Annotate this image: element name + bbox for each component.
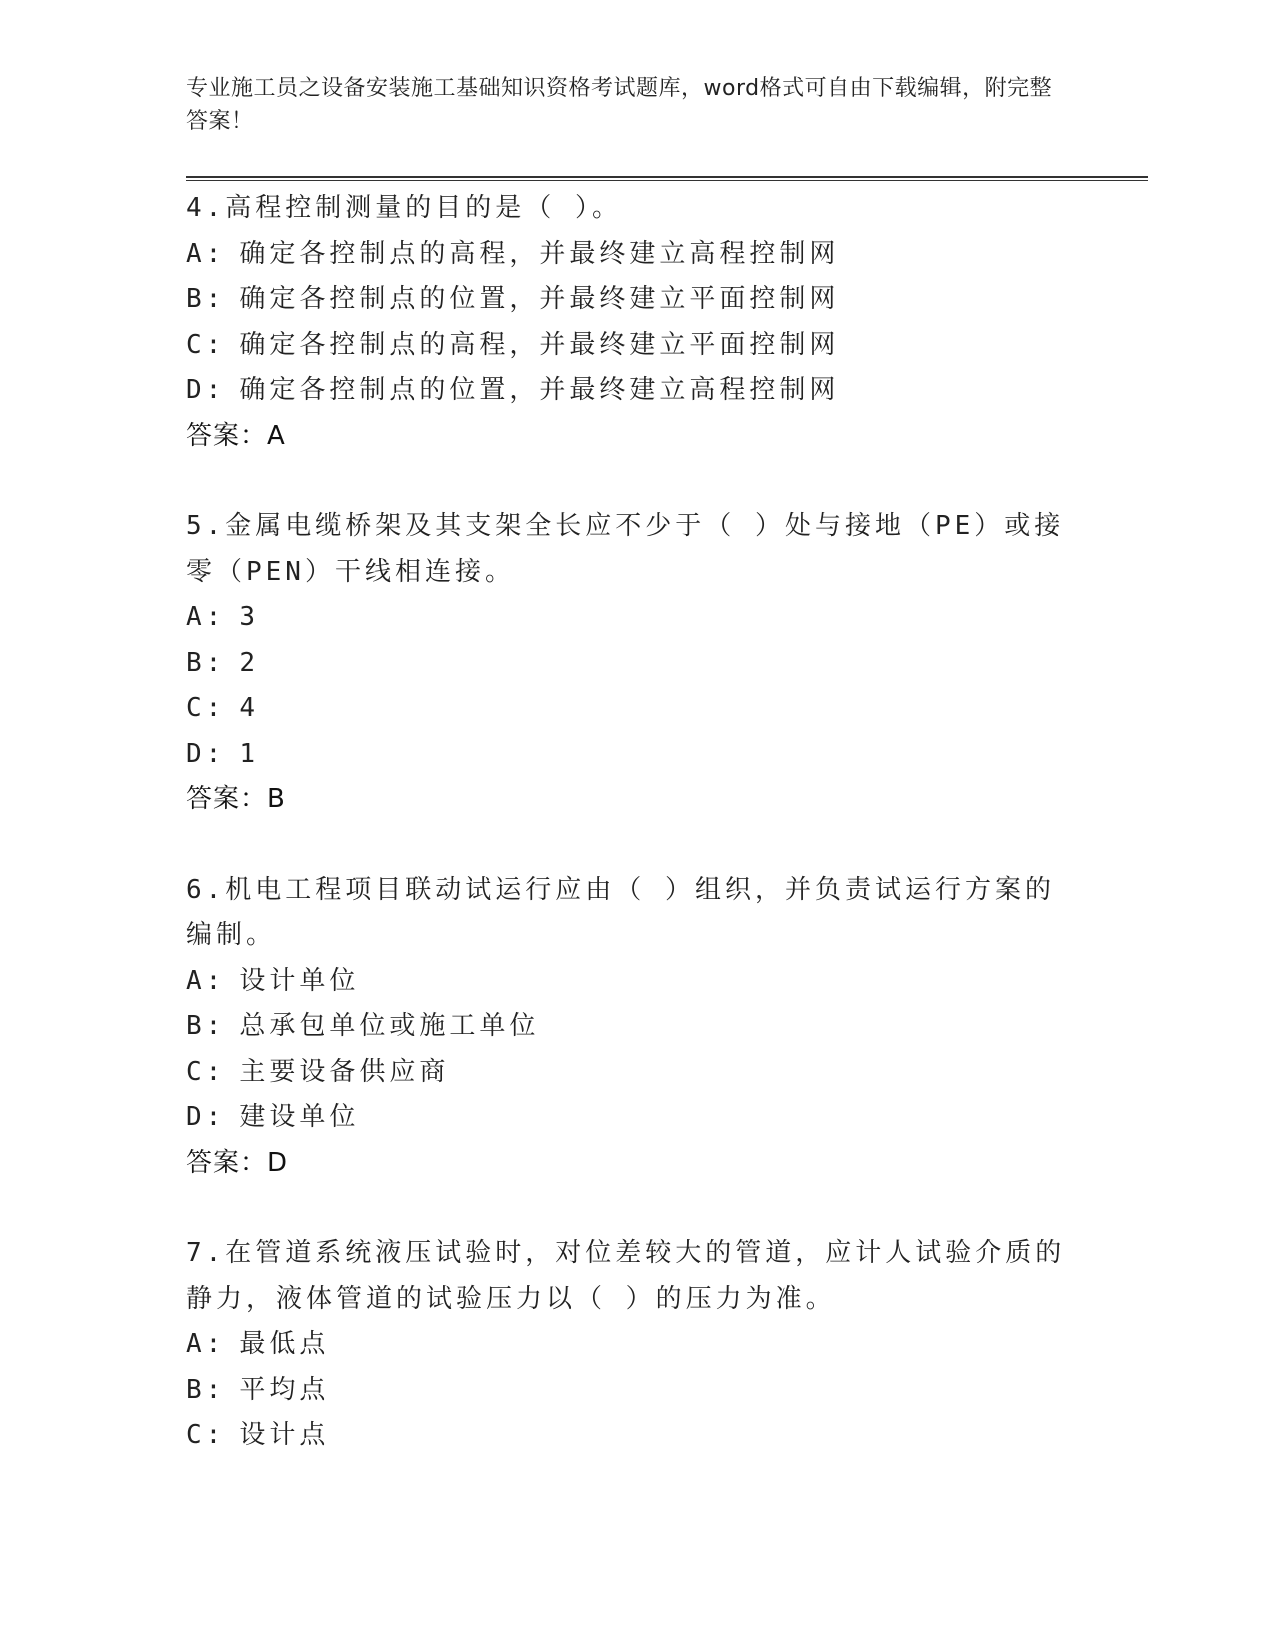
option-key: B: (186, 1374, 226, 1405)
option-text: 确定各控制点的高程，并最终建立高程控制网 (239, 238, 840, 269)
answer-line: 答案：A (186, 420, 286, 451)
option-c (186, 1413, 1146, 1459)
option-c (186, 1050, 1146, 1096)
option-key: A: (186, 965, 226, 996)
option-a (186, 232, 1146, 278)
option-text: 确定各控制点的位置，并最终建立平面控制网 (239, 284, 840, 314)
question-4 (186, 186, 1146, 459)
option-b (186, 1004, 1146, 1050)
question-list (186, 186, 1146, 1504)
option-key: C: (186, 1056, 226, 1087)
option-key: B: (186, 1011, 226, 1041)
question-7 (186, 1231, 1146, 1459)
option-a (186, 595, 1146, 641)
option-text: 确定各控制点的高程，并最终建立平面控制网 (239, 329, 840, 360)
answer-line: 答案：B (186, 784, 286, 814)
document-intro: 专业施工员之设备安装施工基础知识资格考试题库，word格式可自由下载编辑，附完整答案！ (186, 76, 1053, 134)
option-key: D: (186, 375, 226, 405)
option-d (186, 1095, 1146, 1141)
question-6 (186, 868, 1146, 1187)
option-key: C: (186, 329, 226, 360)
option-d (186, 368, 1146, 414)
option-text: 建设单位 (239, 1102, 360, 1132)
option-key: A: (186, 238, 226, 269)
question-stem: 7.在管道系统液压试验时，对位差较大的管道，应计人试验介质的静力，液体管道的试验压力以（ ）的压力为准。 (186, 1238, 1066, 1314)
question-5 (186, 504, 1146, 823)
option-key: C: (186, 1420, 226, 1450)
option-key: B: (186, 284, 226, 314)
question-stem: 6.机电工程项目联动试运行应由（ ）组织，并负责试运行方案的编制。 (186, 874, 1055, 950)
option-text: 3 (239, 602, 259, 632)
option-key: A: (186, 1329, 226, 1359)
option-text: 主要设备供应商 (239, 1056, 450, 1087)
option-a (186, 959, 1146, 1005)
option-text: 总承包单位或施工单位 (239, 1011, 540, 1041)
option-b (186, 1368, 1146, 1414)
option-key: D: (186, 1102, 226, 1132)
option-key: C: (186, 693, 226, 723)
option-key: B: (186, 647, 226, 678)
question-stem: 4.高程控制测量的目的是（ ）。 (186, 193, 622, 223)
question-stem: 5.金属电缆桥架及其支架全长应不少于（ ）处与接地（PE）或接零（PEN）干线相连接。 (186, 511, 1065, 587)
option-b (186, 277, 1146, 323)
option-c (186, 323, 1146, 369)
option-key: A: (186, 602, 226, 632)
option-a (186, 1322, 1146, 1368)
header-divider (186, 176, 1148, 181)
option-c (186, 686, 1146, 732)
option-text: 设计点 (239, 1420, 330, 1450)
option-b (186, 641, 1146, 687)
option-text: 2 (239, 647, 259, 678)
option-text: 确定各控制点的位置，并最终建立高程控制网 (239, 375, 840, 405)
option-text: 4 (239, 693, 259, 723)
answer-line: 答案：D (186, 1147, 289, 1178)
option-text: 1 (239, 738, 259, 769)
option-text: 设计单位 (239, 965, 360, 996)
option-text: 最低点 (239, 1329, 330, 1359)
option-key: D: (186, 738, 226, 769)
option-d (186, 732, 1146, 778)
option-text: 平均点 (239, 1374, 330, 1405)
